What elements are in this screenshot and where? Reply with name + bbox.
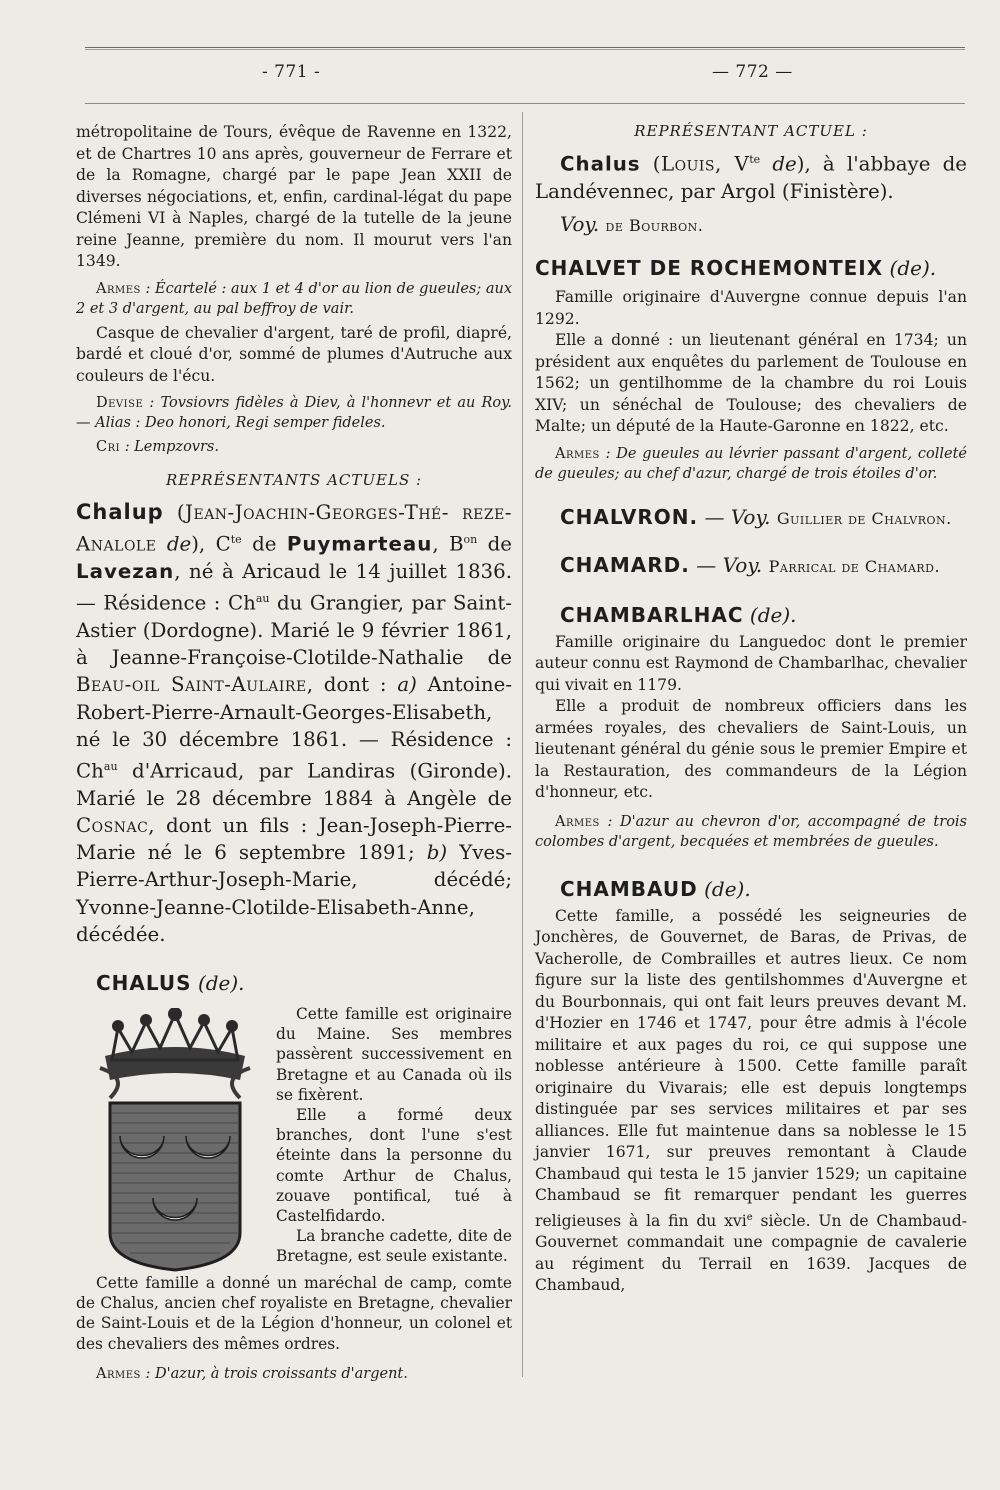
chalup-sup: au	[103, 760, 118, 774]
chalup-name: Chalup	[76, 500, 164, 524]
chalus-section	[76, 1004, 512, 1384]
chamard-dash: —	[696, 552, 717, 577]
chalvet-armes-text: : De gueules au lévrier passant d'argent, colleté de gueules; au chef d'azur, chargé de trois étoiles d'or.	[535, 445, 967, 482]
chambaud-heading-name: CHAMBAUD	[560, 876, 698, 901]
chalus-rep-sup: te	[749, 153, 761, 166]
chalvron-ref: Guillier de Chalvron.	[776, 508, 952, 528]
armes-paragraph	[76, 279, 512, 319]
chalvron-heading-name: CHALVRON.	[560, 504, 699, 529]
chalus-heading-de: (de).	[197, 971, 245, 996]
chambarlhac-armes-label: Armes	[555, 813, 600, 830]
chalup-puymarteau: Puymarteau	[286, 532, 433, 556]
representant-heading: REPRÉSENTANT ACTUEL :	[634, 122, 868, 140]
chalvet-p1: Famille originaire d'Auvergne connue depuis l'an 1292.	[535, 288, 967, 328]
coat-of-arms-icon	[90, 1008, 260, 1273]
casque-paragraph: Casque de chevalier d'argent, taré de profil, diapré, bardé et cloué d'or, sommé de plumes d'Autruche aux couleurs de l'écu.	[76, 323, 512, 385]
chalup-text: Yves-Pierre-Arthur-Joseph-Marie, décédé; Yvonne-Jeanne-Clotilde-Elisabeth-Anne, décédée.	[76, 841, 512, 946]
chalup-sup: te	[230, 533, 242, 547]
cri-paragraph	[76, 437, 512, 457]
chalus-rep-text: (Louis, V	[652, 152, 750, 176]
chamard-ref: Parrical de Chamard.	[768, 556, 941, 576]
chalup-lavezan: Lavezan	[76, 560, 175, 583]
chalup-text: de	[252, 532, 277, 556]
chamard-heading	[535, 552, 967, 580]
voy-bourbon	[535, 211, 967, 239]
chambarlhac-heading-name: CHAMBARLHAC	[560, 602, 744, 627]
chambaud-sup: e	[746, 1211, 753, 1223]
header-rule	[85, 103, 965, 104]
chambarlhac-armes-text: : D'azur au chevron d'or, accompagné de trois colombes d'argent, becquées et membrées de gueules.	[535, 813, 967, 850]
chalus-rep-text: ), à l'abbaye de Landévennec, par Argol (Finistère).	[535, 152, 967, 203]
chalup-beauoil: Beau-oil Saint-Aulaire	[76, 673, 307, 697]
chalus-p4: Cette famille a donné un maréchal de camp, comte de Chalus, ancien chef royaliste en Bretagne, chevalier de Saint-Louis et de la Légion d'honneur, un colonel et des chevaliers des mêmes ordres.	[76, 1274, 512, 1353]
chambarlhac-p2: Elle a produit de nombreux officiers dans les armées royales, des chevaliers de Saint-Louis, un lieutenant général du génie sous le premier Empire et la Restauration, des commandeurs de la Légion d'honneur, etc.	[535, 697, 967, 802]
chalup-sup: au	[255, 592, 270, 606]
chalup-entry	[76, 499, 512, 948]
right-column	[535, 122, 967, 1297]
chalup-sup: on	[463, 533, 478, 547]
chalvet-heading-de: (de).	[889, 256, 937, 281]
chalus-heading-name: CHALUS	[96, 971, 192, 996]
chalup-forenames: (Jean-Joachin-Georges-Thé-	[176, 501, 449, 524]
left-column	[76, 122, 512, 1384]
chalup-text: , dont un fils : Jean-Joseph-Pierre-Marie né le 6 septembre 1891;	[76, 814, 512, 865]
chalvet-heading	[535, 255, 967, 281]
chalup-a: a)	[397, 673, 417, 697]
chalus-armes	[76, 1364, 512, 1384]
chalvet-heading-name: CHALVET DE ROCHEMONTEIX	[535, 256, 884, 281]
chalup-text: , né à Aricaud le 14 juillet 1836. — Résidence : Ch	[76, 560, 512, 615]
chalus-heading	[96, 970, 512, 996]
chalup-text: , dont :	[306, 673, 387, 697]
chalup-b: b)	[426, 841, 448, 865]
devise-text: : Tovsiovrs fidèles à Diev, à l'honnevr et au Roy. — Alias : Deo honori, Regi semper fideles.	[76, 395, 513, 431]
cri-label: Cri	[96, 439, 121, 455]
chambaud-p1	[535, 906, 967, 1297]
page-number-left: - 771 -	[262, 62, 321, 82]
top-rule	[85, 47, 965, 48]
chambarlhac-heading-de: (de).	[749, 602, 797, 627]
chalvet-p2: Elle a donné : un lieutenant général en 1734; un président aux enquêtes du parlement de Toulouse en 1562; un gentilhomme de la chambre du roi Louis XIV; un sénéchal de Toulouse; des chevaliers de Malte; un député de la Haute-Garonne en 1822, etc.	[535, 331, 967, 436]
chalus-rep-entry	[535, 146, 967, 205]
chalvet-armes-label: Armes	[555, 445, 600, 462]
chambaud-text-end: siècle. Un de Chambaud-Gouvernet commandait une compagnie de cavalerie au régiment du Terrail en 1639. Jacques de Chambaud,	[535, 1211, 967, 1295]
chalus-armes-text: : D'azur, à trois croissants d'argent.	[145, 1365, 408, 1382]
devise-paragraph	[76, 393, 512, 433]
chalus-armes-label: Armes	[96, 1365, 141, 1382]
chalvron-voy: Voy.	[730, 504, 771, 529]
chalus-p3: La branche cadette, dite de Bretagne, est seule existante.	[276, 1227, 512, 1266]
chalvron-heading	[535, 504, 967, 532]
voy-label: Voy.	[560, 213, 600, 236]
chalvet-armes	[535, 444, 967, 484]
chalvron-dash: —	[704, 504, 725, 529]
armes-label: Armes	[96, 280, 141, 297]
chalup-cosnac: Cosnac	[76, 814, 149, 838]
voy-bourbon-name: de Bourbon.	[605, 216, 704, 235]
chamard-voy: Voy.	[722, 552, 763, 577]
armes-text: : Écartelé : aux 1 et 4 d'or au lion de gueules; aux 2 et 3 d'argent, au pal beffroy de vair.	[76, 280, 513, 317]
chalup-text: ), C	[191, 532, 231, 556]
chambarlhac-heading	[535, 602, 967, 628]
chalup-text: de	[487, 532, 513, 556]
page-number-right: — 772 —	[712, 62, 793, 82]
chalup-forenames-end: reze-Analole	[76, 501, 512, 556]
column-divider	[522, 112, 523, 1377]
representants-heading: REPRÉSENTANTS ACTUELS :	[165, 471, 423, 489]
chalus-rep-name: Chalus	[560, 152, 641, 176]
chambaud-heading-de: (de).	[704, 876, 751, 901]
intro-paragraph: métropolitaine de Tours, évêque de Ravenne en 1322, et de Chartres 10 ans après, gouverneur de Ferrare et de la Romagne, chargé par le pape Jean XXII de diverses négociations, et, enfin, cardinal-légat du pape Clémeni VI à Naples, chargé de la tutelle de la jeune reine Jeanne, première du nom. Il mourut vers l'an 1349.	[76, 123, 512, 270]
chambaud-text: Cette famille, a possédé les seigneuries de Jonchères, de Gouvernet, de Baras, de Privas, de Vacherolle, de Combrailles et autres lieux. Ce nom figure sur la liste des gentilshommes d'Auvergne et du Bourbonnais, qui ont fait leurs preuves devant M. d'Hozier en 1746 et 1747, pour être admis à l'école militaire et aux pages du roi, ce qui suppose une noblesse antérieure à 1500. Cette famille paraît originaire du Vivarais; elle est depuis longtemps distinguée par ses services militaires et par ses alliances. Elle fut maintenue dans sa noblesse le 15 janvier 1671, sur preuves remontant à Claude Chambaud qui testa le 15 janvier 1529; un capitaine Chambaud se fit remarquer pendant les guerres religieuses à la fin du xvi	[535, 906, 967, 1230]
chalup-text: du Grangier, par Saint-Astier (Dordogne). Marié le 9 février 1861, à Jeanne-Françoise-Clotilde-Nathalie de	[76, 591, 512, 670]
chalup-text: Antoine-Robert-Pierre-Arnault-Georges-Elisabeth, né le 30 décembre 1861. — Résidence : Ch	[76, 673, 512, 783]
chalup-text: d'Arricaud, par Landiras (Gironde). Marié le 28 décembre 1884 à Angèle de	[76, 759, 512, 810]
top-rule-secondary	[85, 49, 965, 50]
chalup-text: , B	[432, 532, 464, 556]
chalup-de: de	[166, 532, 192, 556]
cri-text: : Lempzovrs.	[124, 439, 219, 455]
chalus-p1: Cette famille est originaire du Maine. Ses membres passèrent successivement en Bretagne et au Canada où ils se fixèrent.	[276, 1005, 512, 1104]
chambaud-heading	[535, 876, 967, 902]
devise-label: Devise	[96, 395, 144, 411]
chalus-rep-de: de	[772, 152, 797, 176]
chalus-p2: Elle a formé deux branches, dont l'une s'est éteinte dans la personne du comte Arthur de Chalus, zouave pontifical, tué à Castelfidardo.	[276, 1106, 512, 1226]
chambarlhac-armes	[535, 812, 967, 852]
chambarlhac-p1: Famille originaire du Languedoc dont le premier auteur connu est Raymond de Chambarlhac, chevalier qui vivait en 1179.	[535, 632, 967, 694]
chamard-heading-name: CHAMARD.	[560, 552, 690, 577]
